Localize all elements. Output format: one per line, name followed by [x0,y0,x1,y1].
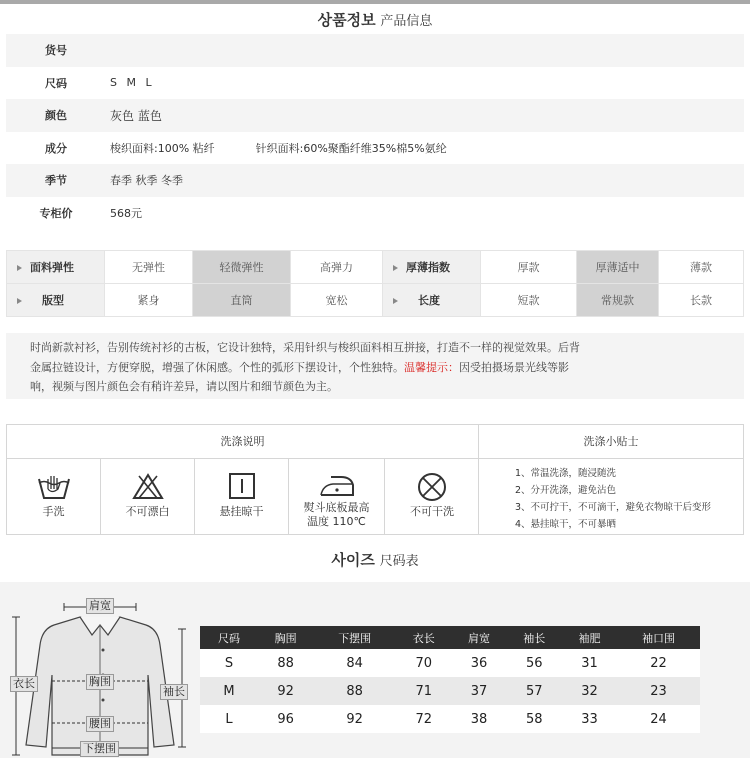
size-cell: M [200,677,258,705]
triangle-arrow-icon [393,298,398,304]
info-value: S M L [110,76,155,90]
size-cell: 24 [617,705,700,733]
description-text: 金属拉链设计，方便穿脱，增强了休闲感。个性的弧形下摆设计，个性独特。 [30,360,404,374]
no-bleach-icon [131,471,165,501]
iron-icon [317,471,357,501]
info-row-price [6,197,744,230]
size-cell: 23 [617,677,700,705]
size-title [0,549,750,570]
attribute-option-selected: 直筒 [193,284,291,317]
info-label: 专柜价 [39,206,73,220]
hand-wash-icon [36,471,72,501]
attribute-row [7,251,744,284]
info-row-composition [6,132,744,165]
size-cell: S [200,649,258,677]
attribute-row [7,284,744,317]
description-line: 响，视频与图片颜色会有稍许差异，请以图片和细节颜色为主。 [30,380,338,393]
shirt-label-sleeve: 袖长 [160,684,188,700]
triangle-arrow-icon [17,298,22,304]
shirt-label-length: 衣长 [10,676,38,692]
description-text: 因受拍摄场景光线等影 [459,360,569,374]
product-description [6,333,744,399]
triangle-arrow-icon [17,265,22,271]
wash-item-label: 不可干洗 [410,505,454,518]
attribute-option: 短款 [481,284,577,317]
info-label: 货号 [6,34,106,67]
wash-item [289,459,385,534]
size-cell: 88 [313,677,396,705]
attribute-head [7,284,105,317]
size-col-header: 袖肥 [562,626,617,649]
info-label: 尺码 [45,76,67,90]
info-row-item-no [6,34,744,67]
size-title-chinese: 尺码表 [379,554,419,569]
size-row-m [200,677,700,705]
size-table-header [200,626,700,649]
wash-tips-list [479,459,743,534]
attribute-option-selected: 常规款 [577,284,659,317]
info-row-season [6,164,744,197]
size-row-l [200,705,700,733]
wash-item-label-line: 熨斗底板最高 [303,501,370,514]
attribute-option-selected: 厚薄适中 [577,251,659,284]
size-cell: 58 [507,705,562,733]
wash-item [195,459,289,534]
wash-item-label [289,501,384,529]
attribute-head-label: 长度 [418,294,440,307]
size-cell: 88 [258,649,313,677]
product-info-title-chinese: 产品信息 [380,14,433,29]
size-col-header: 袖口围 [617,626,700,649]
size-row-s [200,649,700,677]
size-cell: 33 [562,705,617,733]
wash-item [7,459,101,534]
size-col-header: 尺码 [200,626,258,649]
top-divider [0,0,750,4]
attribute-head [383,251,481,284]
size-col-header: 胸围 [258,626,313,649]
info-label: 季节 [6,164,106,197]
product-info-title-korean: 상품정보 [317,11,376,29]
size-cell: 37 [451,677,506,705]
attribute-option: 紧身 [105,284,193,317]
attribute-option: 无弹性 [105,251,193,284]
shirt-label-waist: 腰围 [86,716,114,732]
size-cell: 32 [562,677,617,705]
info-value: 针织面料:60%聚酯纤维35%棉5%氨纶 [255,141,447,155]
info-value [106,34,744,67]
wash-instructions-box [6,424,744,535]
size-table [200,626,700,733]
wash-tip: 2、分开洗涤，避免沾色 [515,485,617,496]
attribute-head [7,251,105,284]
size-cell: 38 [451,705,506,733]
size-cell: 96 [258,705,313,733]
warning-label: 温馨提示： [404,360,459,374]
info-label: 颜色 [6,99,106,132]
size-cell: 72 [396,705,451,733]
product-info-table [6,34,744,229]
hang-dry-icon [227,471,257,501]
size-cell: 92 [258,677,313,705]
info-value-group [106,132,744,165]
attribute-head-label: 版型 [42,294,64,307]
wash-item-label: 不可漂白 [125,505,170,518]
size-cell: 56 [507,649,562,677]
size-col-header: 下摆围 [313,626,396,649]
wash-tip: 1、常温洗涤，随浸随洗 [515,468,617,479]
attribute-option: 薄款 [659,251,744,284]
size-cell: L [200,705,258,733]
attribute-option: 长款 [659,284,744,317]
wash-instructions-title: 洗涤说明 [7,425,479,459]
size-cell: 71 [396,677,451,705]
attribute-head [383,284,481,317]
wash-tips-title: 洗涤小贴士 [479,425,743,459]
triangle-arrow-icon [393,265,398,271]
info-value: 春季 秋季 冬季 [106,164,744,197]
no-tumble-dry-icon [416,471,448,503]
shirt-label-chest: 胸围 [86,674,114,690]
wash-item [385,459,479,534]
size-cell: 22 [617,649,700,677]
size-cell: 57 [507,677,562,705]
size-col-header: 袖长 [507,626,562,649]
attribute-option-selected: 轻微弹性 [193,251,291,284]
size-cell: 36 [451,649,506,677]
size-cell: 31 [562,649,617,677]
attribute-grid [6,250,744,317]
wash-tip: 3、不可拧干，不可滴干，避免衣物晾干后变形 [515,502,712,513]
attribute-head-label: 厚薄指数 [406,261,450,274]
product-info-title [0,9,750,30]
shirt-label-shoulder: 肩宽 [86,598,114,614]
info-label: 成分 [45,141,67,155]
info-row-color [6,99,744,132]
attribute-option: 高弹力 [291,251,383,284]
size-cell: 84 [313,649,396,677]
info-value: 灰色 蓝色 [106,99,744,132]
size-col-header: 肩宽 [451,626,506,649]
wash-icons-row [7,459,479,534]
wash-item-label: 悬挂晾干 [219,505,264,518]
size-cell: 92 [313,705,396,733]
description-line: 时尚新款衬衫，告别传统衬衫的古板，它设计独特，采用针织与梭织面料相互拼接，打造不一样的视觉效果。后背 [30,341,580,354]
wash-tip: 4、悬挂晾干，不可暴晒 [515,519,617,530]
description-line [30,358,720,378]
wash-item-label: 手洗 [42,505,65,518]
attribute-head-label: 面料弹性 [30,261,74,274]
attribute-option: 宽松 [291,284,383,317]
shirt-label-hem: 下摆围 [80,741,119,757]
info-value: 568元 [110,206,142,220]
wash-item-label-line: 温度 110℃ [307,515,366,528]
size-col-header: 衣长 [396,626,451,649]
size-cell: 70 [396,649,451,677]
attribute-option: 厚款 [481,251,577,284]
info-row-size [6,67,744,100]
wash-item [101,459,195,534]
info-value: 梭织面料:100% 粘纤 [110,141,215,155]
size-title-korean: 사이즈 [331,551,375,569]
